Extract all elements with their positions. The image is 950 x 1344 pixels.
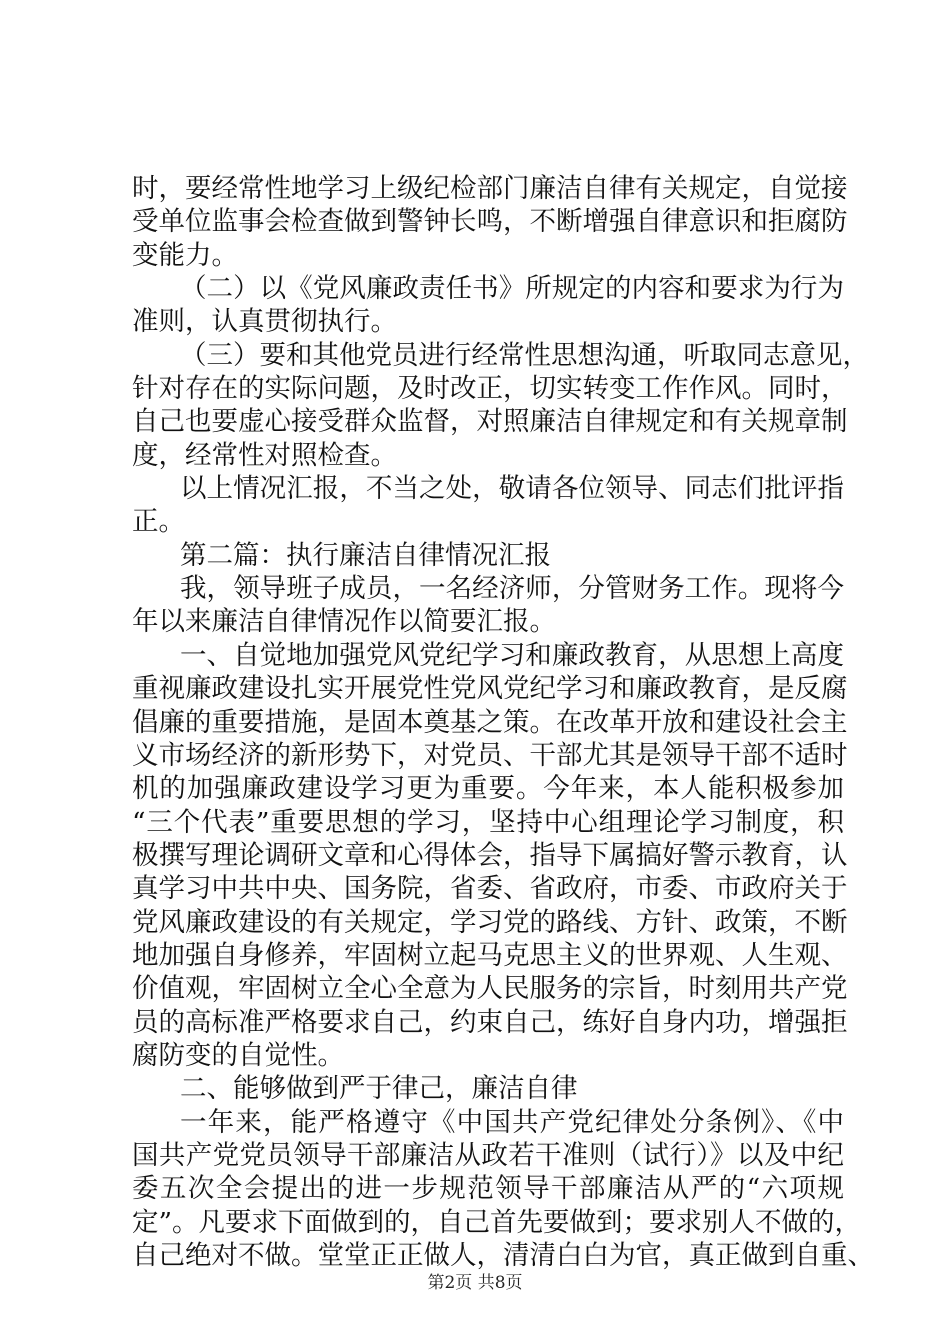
text-line: 倡廉的重要措施，是固本奠基之策。在改革开放和建设社会主 bbox=[132, 706, 848, 738]
text-line: 正。 bbox=[132, 506, 185, 538]
text-line: （三）要和其他党员进行经常性思想沟通，听取同志意见， bbox=[180, 339, 869, 371]
text-line: 针对存在的实际问题，及时改正，切实转变工作作风。同时， bbox=[132, 373, 848, 405]
text-line: 国共产党党员领导干部廉洁从政若干准则（试行）》以及中纪 bbox=[132, 1139, 844, 1171]
text-line: 第二篇：执行廉洁自律情况汇报 bbox=[180, 539, 551, 571]
text-line: 真学习中共中央、国务院，省委、省政府，市委、市政府关于 bbox=[132, 873, 848, 905]
text-line: 一年来，能严格遵守《中国共产党纪律处分条例》、《中 bbox=[180, 1106, 844, 1138]
text-line: “三个代表”重要思想的学习，坚持中心组理论学习制度，积 bbox=[132, 806, 844, 838]
text-line: 我，领导班子成员，一名经济师，分管财务工作。现将今 bbox=[180, 573, 844, 605]
text-line: 年以来廉洁自律情况作以简要汇报。 bbox=[132, 606, 556, 638]
text-line: 重视廉政建设扎实开展党性党风党纪学习和廉政教育，是反腐 bbox=[132, 673, 848, 705]
text-line: 委五次全会提出的进一步规范领导干部廉洁从严的“六项规 bbox=[132, 1173, 844, 1205]
text-line: 时，要经常性地学习上级纪检部门廉洁自律有关规定，自觉接 bbox=[132, 173, 848, 204]
text-line: 定”。凡要求下面做到的，自己首先要做到；要求别人不做的， bbox=[132, 1206, 862, 1238]
text-line: 员的高标准严格要求自己，约束自己，练好自身内功，增强拒 bbox=[132, 1006, 848, 1038]
text-line: 极撰写理论调研文章和心得体会，指导下属搞好警示教育，认 bbox=[132, 839, 848, 871]
text-line: 受单位监事会检查做到警钟长鸣，不断增强自律意识和拒腐防 bbox=[132, 206, 848, 238]
text-line: 机的加强廉政建设学习更为重要。今年来，本人能积极参加 bbox=[132, 773, 844, 805]
page-footer: 第2页 共8页 bbox=[427, 1273, 523, 1293]
text-line: 度，经常性对照检查。 bbox=[132, 439, 397, 471]
text-line: 腐防变的自觉性。 bbox=[132, 1039, 344, 1071]
text-line: 准则，认真贯彻执行。 bbox=[132, 306, 397, 338]
text-line: 自己绝对不做。堂堂正正做人，清清白白为官，真正做到自重、 bbox=[132, 1240, 874, 1271]
text-line: 义市场经济的新形势下，对党员、干部尤其是领导干部不适时 bbox=[132, 739, 848, 771]
text-line: 价值观，牢固树立全心全意为人民服务的宗旨，时刻用共产党 bbox=[132, 973, 848, 1005]
text-line: （二）以《党风廉政责任书》所规定的内容和要求为行为 bbox=[180, 273, 844, 305]
text-line: 变能力。 bbox=[132, 239, 238, 271]
text-line: 自己也要虚心接受群众监督，对照廉洁自律规定和有关规章制 bbox=[132, 406, 848, 438]
text-line: 一、自觉地加强党风党纪学习和廉政教育，从思想上高度 bbox=[180, 639, 844, 671]
text-line: 党风廉政建设的有关规定，学习党的路线、方针、政策，不断 bbox=[132, 906, 848, 938]
text-line: 地加强自身修养，牢固树立起马克思主义的世界观、人生观、 bbox=[132, 939, 848, 971]
text-line: 二、能够做到严于律己，廉洁自律 bbox=[180, 1073, 578, 1105]
text-line: 以上情况汇报，不当之处，敬请各位领导、同志们批评指 bbox=[180, 473, 844, 505]
document-body bbox=[132, 172, 874, 1272]
